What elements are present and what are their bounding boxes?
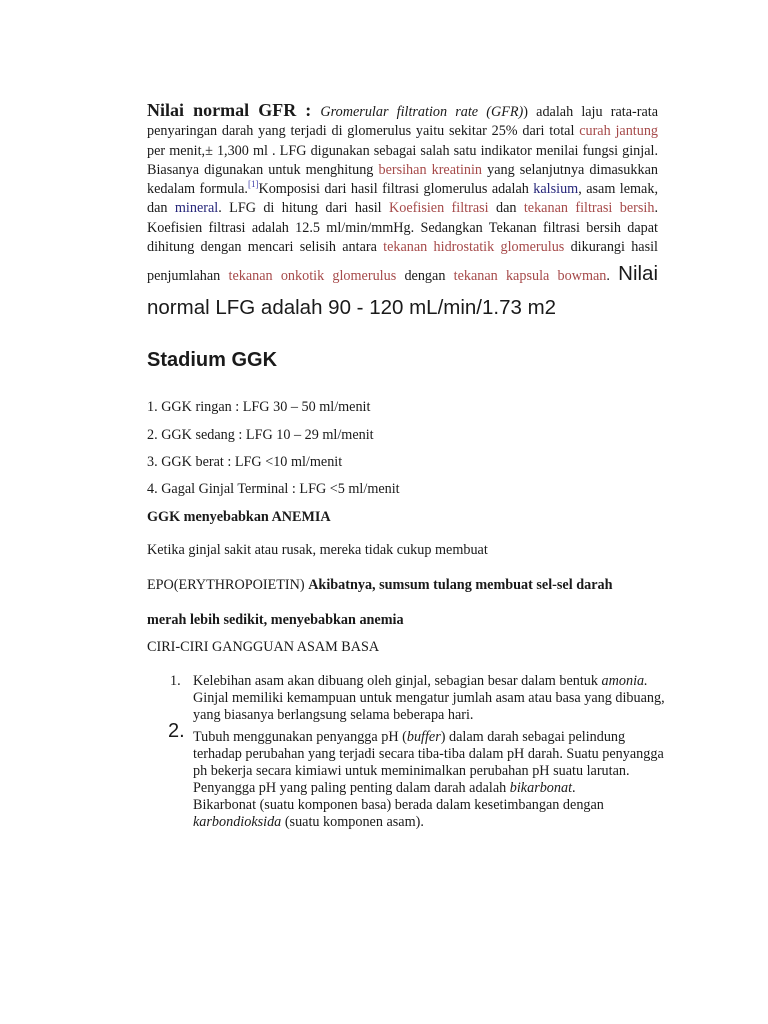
stadium-item: 3. GGK berat : LFG <10 ml/menit xyxy=(147,454,343,470)
reference-link[interactable]: [1] xyxy=(247,179,259,190)
anemia-text-2: EPO(ERYTHROPOIETIN) Akibatnya, sumsum tulang membuat sel-sel darah xyxy=(147,577,613,593)
gfr-paragraph: Nilai normal GFR : Gromerular filtration rate (GFR)) adalah laju rata-rata penyaringan darah yang terjadi di glomerulus yaitu sekitar 25% dari total curah jantung per menit,± 1,300 ml . LFG digunakan sebagai salah satu indikator menilai fungsi ginjal. Biasanya digunakan untuk menghitung bersihan kreatinin yang selanjutnya dimasukkan kedalam formula.[1]Komposisi dari hasil filtrasi glomerulus adalah kalsium, asam lemak, dan mineral. LFG di hitung dari hasil Koefisien filtrasi dan tekanan filtrasi bersih. Koefisien filtrasi adalah 12.5 ml/min/mmHg. Sedangkan Tekanan filtrasi bersih dapat dihitung dengan mencari selisih antara tekanan hidrostatik glomerulus dikurangi hasil penjumlahan tekanan onkotik glomerulus dengan tekanan kapsula bowman. Nilai normal LFG adalah 90 - 120 mL/min/1.73 m2 xyxy=(147,100,659,320)
acid-base-list xyxy=(165,673,665,831)
link-tekanan-filtrasi-bersih[interactable]: tekanan filtrasi bersih xyxy=(523,200,655,217)
list-number: 2. xyxy=(168,720,185,742)
link-bersihan-kreatinin[interactable]: bersihan kreatinin xyxy=(378,161,483,178)
list-item: 1. Kelebihan asam akan dibuang oleh ginjal, sebagian besar dalam bentuk amonia. Ginjal memiliki kemampuan untuk mengatur jumlah asam atau basa yang dibuang, yang biasanya berlangsung selama beberapa hari. xyxy=(170,673,665,723)
link-koefisien-filtrasi[interactable]: Koefisien filtrasi xyxy=(389,200,489,217)
link-tekanan-hidrostatik[interactable]: tekanan hidrostatik glomerulus xyxy=(383,239,565,256)
ciri-title: CIRI-CIRI GANGGUAN ASAM BASA xyxy=(147,639,380,655)
normal-lfg-value: Nilai normal LFG adalah 90 - 120 mL/min/1.73 m2 xyxy=(147,262,659,320)
anemia-title: GGK menyebabkan ANEMIA xyxy=(147,509,331,525)
stadium-heading: Stadium GGK xyxy=(147,349,278,371)
anemia-text-1: Ketika ginjal sakit atau rusak, mereka tidak cukup membuat xyxy=(147,542,488,558)
stadium-item: 4. Gagal Ginjal Terminal : LFG <5 ml/menit xyxy=(147,481,400,497)
link-kalsium[interactable]: kalsium xyxy=(533,181,579,198)
stadium-item: 2. GGK sedang : LFG 10 – 29 ml/menit xyxy=(147,427,374,443)
stadium-item: 1. GGK ringan : LFG 30 – 50 ml/menit xyxy=(147,399,371,415)
link-tekanan-onkotik[interactable]: tekanan onkotik glomerulus xyxy=(228,268,397,285)
anemia-text-3: merah lebih sedikit, menyebabkan anemia xyxy=(147,612,404,628)
list-number: 1. xyxy=(170,673,181,689)
link-mineral[interactable]: mineral xyxy=(174,200,219,217)
gfr-lead: Nilai normal GFR : xyxy=(147,100,321,120)
link-tekanan-kapsula-bowman[interactable]: tekanan kapsula bowman xyxy=(453,268,607,285)
link-curah-jantung[interactable]: curah jantung xyxy=(579,123,659,140)
gfr-term: Gromerular filtration rate (GFR) xyxy=(320,104,524,120)
list-item: 2. Tubuh menggunakan penyangga pH (buffer) dalam darah sebagai pelindung terhadap perubahan yang terjadi secara tiba-tiba dalam pH darah. Suatu penyangga ph bekerja secara kimiawi untuk meminimalkan perubahan pH suatu larutan. Penyangga pH yang paling penting dalam darah adalah bikarbonat. Bikarbonat (suatu komponen basa) berada dalam kesetimbangan dengan karbondioksida (suatu komponen asam). xyxy=(168,720,664,830)
